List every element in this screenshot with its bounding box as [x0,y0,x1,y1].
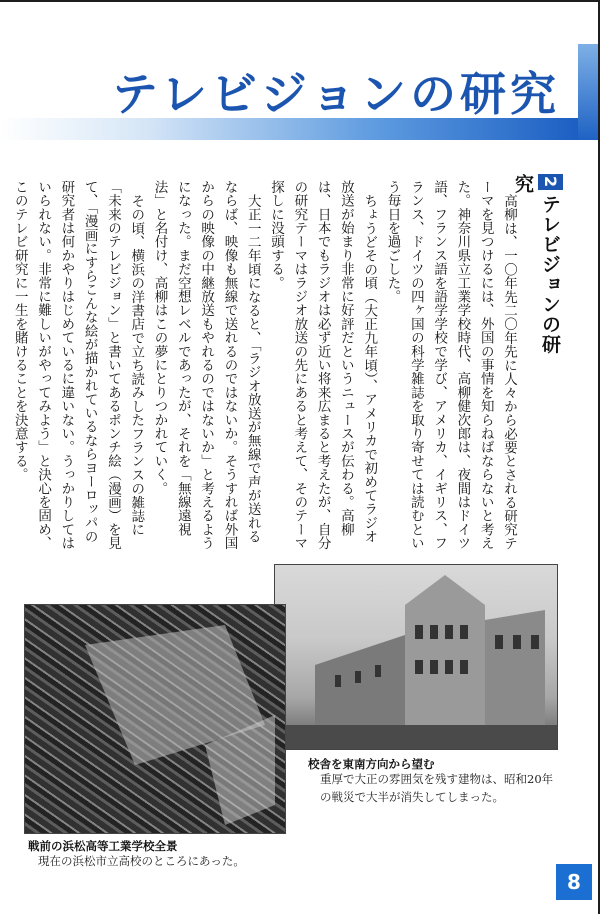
school-building-photo [274,564,558,750]
page-number-badge: 8 [556,864,592,900]
side-accent-bar [578,44,598,140]
body-text [11,180,520,550]
photo-caption-body: 現在の浜松市立高校のところにあった。 [38,854,245,868]
section-title: テレビジョンの研究 [512,174,561,355]
page-title: テレビジョンの研究 [111,67,560,121]
body-paragraph: その頃、横浜の洋書店で立ち読みしたフランスの雑誌に「未来のテレビジョン」と書いてあるポンチ絵（漫画）を見て、「漫画にすらこんな絵が描かれているならヨーロッパの研究者は何かやりはじめているに違いない。うっかりしてはいられない。非常に難しいがやってみよう」と決心を固め、このテレビ研究に一生を賭けることを決意する。 [11,180,145,550]
body-paragraph: ちょうどその頃（大正九年頃）、アメリカで初めてラジオ放送が始まり非常に好評だというニュースが伝わる。高柳は、日本でもラジオは必ず近い将来広まると考えたが、自分の研究テーマはラジオ放送の先にあると考えて、そのテーマ探しに没頭する。 [268,180,378,550]
photo-caption-title: 校舎を東南方向から望む [308,757,435,771]
body-paragraph: 大正一二年頃になると、「ラジオ放送が無線で声が送れるならば、映像も無線で送れるのではないか。そうすれば外国からの映像の中継放送もやれるのではないか」と考えるようになった。まだ空想レベルであったが、それを「無線遠視法」と名付け、高柳はこの夢にとりつかれていく。 [151,180,261,550]
page-frame-top [0,0,600,2]
photo-caption-body: 重厚で大正の雰囲気を残す建物は、昭和20年の戦災で大半が消失してしまった。 [320,772,554,804]
section-heading [512,174,564,374]
photo-caption-title: 戦前の浜松高等工業学校全景 [28,839,178,853]
section-number-badge: 2 [538,174,563,190]
campus-aerial-photo [24,604,286,834]
body-paragraph: 高柳は、一〇年先二〇年先に人々から必要とされる研究テーマを見つけるには、外国の事情を知らねばならないと考えた。神奈川県立工業学校時代、高柳健次郎は、夜間はドイツ語、フランス語を語学学校で学び、アメリカ、イギリス、フランス、ドイツの四ヶ国の科学雑誌を取り寄せては読むという毎日を過ごした。 [384,180,517,550]
